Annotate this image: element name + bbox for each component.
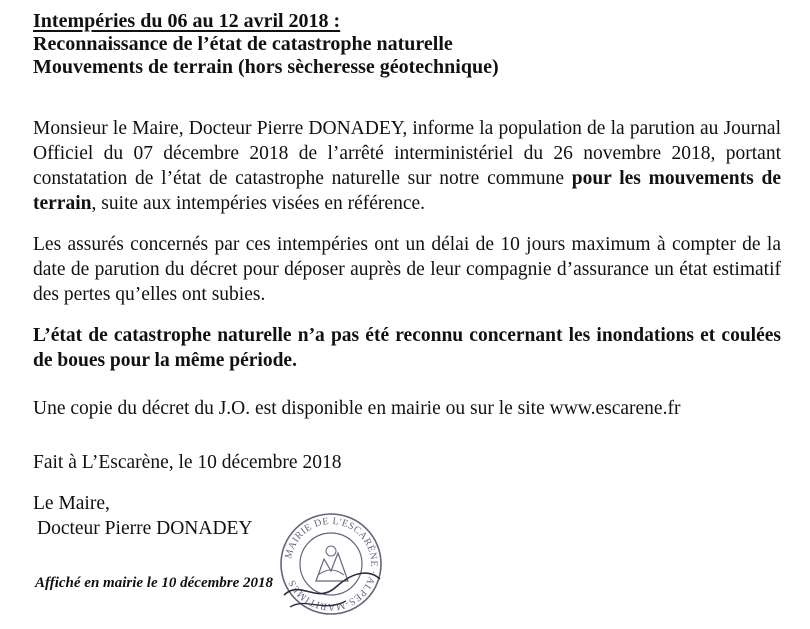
paragraph-announcement xyxy=(33,116,781,216)
heading-recognition: Reconnaissance de l’état de catastrophe naturelle xyxy=(33,33,453,55)
announcement-bold-phrase: pour les mouvements de terrain xyxy=(33,168,781,214)
signature-name: Docteur Pierre DONADEY xyxy=(37,518,253,539)
signature-title: Le Maire, xyxy=(33,493,110,514)
announcement-text-b: , suite aux intempéries visées en référence. xyxy=(91,193,426,214)
paragraph-deadline: Les assurés concernés par ces intempéries ont un délai de 10 jours maximum à compter de la date de parution du décret pour déposer auprès de leur compagnie d’assurance un état estimatif des pertes qu’elles ont subies. xyxy=(33,234,781,305)
stamp-text: MAIRIE DE L'ESCARÈNE · ALPES-MARITIMES xyxy=(283,515,380,613)
paragraph-decree-copy: Une copie du décret du J.O. est disponible en mairie ou sur le site www.escarene.fr xyxy=(33,398,681,419)
heading-dates: Intempéries du 06 au 12 avril 2018 : xyxy=(33,10,341,32)
signature-block xyxy=(33,491,253,541)
mairie-stamp-seal xyxy=(276,509,386,619)
place-and-date: Fait à L’Escarène, le 10 décembre 2018 xyxy=(33,452,342,473)
heading-subject: Mouvements de terrain (hors sècheresse géotechnique) xyxy=(33,56,499,78)
stamp-ink xyxy=(281,514,381,614)
posted-note: Affiché en mairie le 10 décembre 2018 xyxy=(35,575,274,591)
notice-heading xyxy=(33,10,793,79)
announcement-text-a: Monsieur le Maire, Docteur Pierre DONADEY, informe la population de la parution au Journal Officiel du 07 décembre 2018 de l’arrêté interministériel du 26 novembre 2018, portant constatation de l’état de catastrophe naturelle sur notre commune xyxy=(33,118,781,189)
paragraph-not-recognized: L’état de catastrophe naturelle n’a pas été reconnu concernant les inondations et coulées de boues pour la même période. xyxy=(33,325,781,371)
